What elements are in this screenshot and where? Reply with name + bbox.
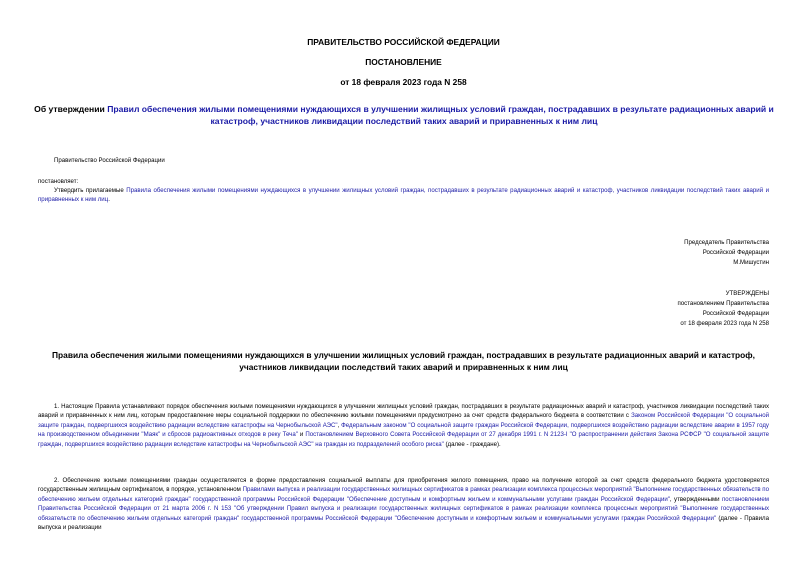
- p1-text-4: (далее - граждане).: [443, 440, 501, 448]
- p1-text-3: и: [297, 431, 306, 439]
- p2-rules-link[interactable]: Правилами выпуска и реализации государственных жилищных сертификатов в рамках реализации комплекса процессных мероприятий "Выполнение государственных обязательств по обеспечению жильем отдельных категорий граждан" государственной программы Российской Федерации "Обеспечение доступным и комфортным жильем и коммунальными услугами граждан Российской Федерации": [38, 486, 769, 503]
- rules-paragraph-2: [38, 476, 769, 532]
- p1-text-1: 1. Настоящие Правила устанавливают порядок обеспечения жилыми помещениями нуждающихся в улучшении жилищных условий граждан, пострадавших в результате радиационных аварий и катастроф, участников ликвидации последствий таких аварий и приравненных к ним лиц, которым предоставление меры социальной поддержки по обеспечению жилыми помещениями предусмотрено за счет средств федерального бюджета в соответствии с: [38, 403, 769, 420]
- signature-country: Российской Федерации: [702, 249, 769, 256]
- document-title: [34, 103, 774, 127]
- preamble-item-prefix: Утвердить прилагаемые: [54, 187, 127, 194]
- preamble-government: Правительство Российской Федерации: [54, 157, 165, 164]
- preamble-item: [38, 186, 769, 205]
- rules-title: Правила обеспечения жилыми помещениями нуждающихся в улучшении жилищных условий граждан, пострадавших в результате радиационных аварий и катастроф, участников ликвидации последствий таких аварий и приравненных к ним лиц: [52, 350, 755, 372]
- p2-text-3: (далее - Правила выпуска и реализации: [38, 514, 769, 532]
- preamble-rules-link[interactable]: Правила обеспечения жилыми помещениями нуждающихся в улучшении жилищных условий граждан, пострадавших в результате радиационных аварий и катастроф, участников ликвидации последствий таких аварий и приравненных к ним лиц: [38, 187, 769, 204]
- signature-block: [684, 238, 769, 268]
- government-name: ПРАВИТЕЛЬСТВО РОССИЙСКОЙ ФЕДЕРАЦИИ: [307, 37, 500, 47]
- document-date-number: от 18 февраля 2023 года N 258: [340, 77, 467, 87]
- signature-name: М.Мишустин: [733, 259, 769, 266]
- approval-line-3: Российской Федерации: [702, 310, 769, 317]
- approval-block: [677, 289, 769, 329]
- signature-position: Председатель Правительства: [684, 239, 769, 246]
- p1-text-2: ,: [337, 421, 342, 429]
- p1-resolution-link[interactable]: Постановлением Верховного Совета Российской Федерации от 27 декабря 1991 г. N 2123-I "О распространении действия Закона РСФСР "О социальной защите граждан, подвергшихся воздействию радиации вследствие катастрофы на Чернобыльской АЭС" на граждан из подразделений особого риска": [38, 431, 769, 448]
- title-prefix: Об утверждении: [34, 104, 108, 114]
- p2-text-1: 2. Обеспечение жилыми помещениями граждан осуществляется в форме предоставления социальной выплаты для приобретения жилого помещения, право на получение которой за счет средств федерального бюджета удостоверяется государственным жилищным сертификатом, в порядке, установленном: [38, 477, 769, 494]
- p2-text-2: , утвержденными: [669, 495, 722, 503]
- approval-line-2: постановлением Правительства: [677, 300, 769, 307]
- p1-federal-law-link[interactable]: Федеральным законом "О социальной защите граждан Российской Федерации, подвергшихся воздействию радиации вследствие аварии в 1957 году на производственном объединении "Маяк" и сбросов радиоактивных отходов в реку Теча": [38, 421, 769, 439]
- title-rules-link[interactable]: Правил обеспечения жилыми помещениями нуждающихся в улучшении жилищных условий граждан, пострадавших в результате радиационных аварий и катастроф, участников ликвидации последствий таких аварий и приравненных к ним лиц: [107, 104, 774, 126]
- approval-date: от 18 февраля 2023 года N 258: [680, 320, 769, 327]
- p1-law-link[interactable]: Законом Российской Федерации "О социальной защите граждан, подвергшихся воздействию радиации вследствие катастрофы на Чернобыльской АЭС": [38, 412, 769, 429]
- rules-paragraph-1: [38, 402, 769, 449]
- document-type: ПОСТАНОВЛЕНИЕ: [365, 57, 442, 67]
- approval-heading: УТВЕРЖДЕНЫ: [725, 290, 769, 297]
- preamble-item-suffix: .: [108, 196, 110, 204]
- p2-resolution-link[interactable]: постановлением Правительства Российской Федерации от 21 марта 2006 г. N 153 "Об утверждении Правил выпуска и реализации государственных жилищных сертификатов в рамках реализации комплекса процессных мероприятий "Выполнение государственных обязательств по обеспечению жильем отдельных категорий граждан" государственной программы Российской Федерации "Обеспечение доступным и комфортным жильем и коммунальными услугами граждан Российской Федерации": [38, 495, 769, 522]
- preamble-decides: постановляет:: [38, 178, 79, 185]
